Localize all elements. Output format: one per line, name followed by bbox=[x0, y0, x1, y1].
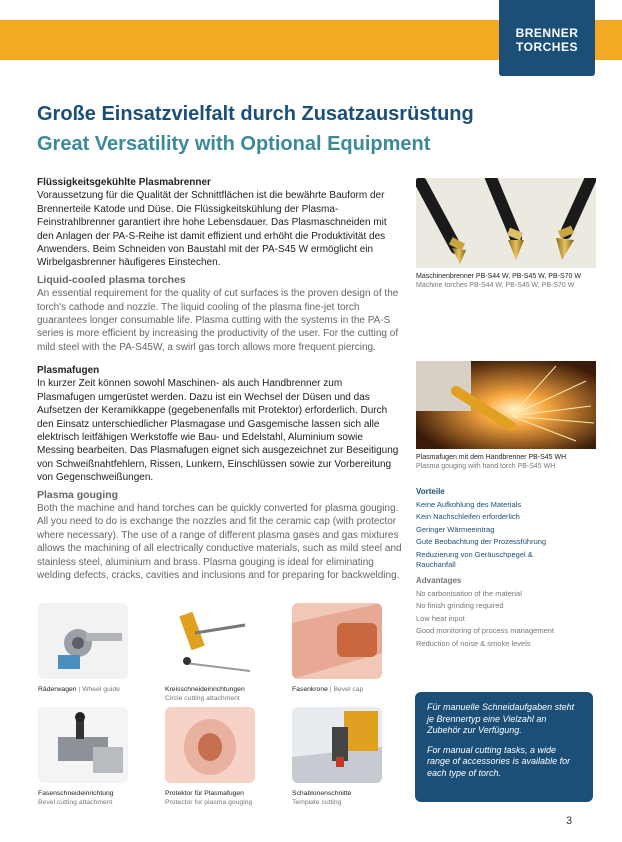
section-heading-en: Plasma gouging bbox=[37, 488, 119, 501]
list-item: Rauchanfall bbox=[416, 559, 456, 569]
caption-en: Protector for plasma gouging bbox=[165, 798, 253, 806]
brand-tab bbox=[499, 0, 595, 76]
info-box bbox=[415, 692, 593, 802]
section-text-en: An essential requirement for the quality of cut surfaces is the proven design of the torch's cathode and nozzle. The liquid cooling of the plasma fine-jet torch guarantees longer consumable life. Plasma cutting with the systems in the PA-S series is more efficient by increasing the productivity of the user. For the cutting of mild steel with the PA-S45W, a swirl gas torch allows more frequent piercing. bbox=[37, 288, 399, 353]
accessory-caption bbox=[292, 790, 412, 807]
circle-cutting-photo bbox=[165, 603, 255, 679]
accessory-caption bbox=[292, 686, 412, 695]
list-item: Reduzierung von Geräuschpegel & bbox=[416, 549, 533, 559]
caption-de: Plasmafugen mit dem Handbrenner PB-S45 WH bbox=[416, 454, 567, 461]
info-text-de: Für manuelle Schneidaufgaben steht je Brennertyp eine Vielzahl an Zubehör zur Verfügung. bbox=[427, 702, 575, 735]
gouging-photo bbox=[416, 361, 596, 449]
list-item: Reduction of noise & smoke levels bbox=[416, 638, 531, 648]
caption-de: Fasenschneideinrichtung bbox=[38, 790, 114, 797]
caption-de: Maschinenbrenner PB-S44 W, PB-S45 W, PB-S70 W bbox=[416, 273, 581, 280]
template-cutting-photo bbox=[292, 707, 382, 783]
caption-de: Kreisschneideinrichtungen bbox=[165, 686, 245, 693]
page-title-en: Great Versatility with Optional Equipment bbox=[37, 133, 431, 155]
section-heading-en: Liquid-cooled plasma torches bbox=[37, 273, 186, 286]
list-item: Low heat input bbox=[416, 613, 465, 623]
accessory-caption bbox=[165, 686, 285, 703]
list-item: Keine Aufkohlung des Materials bbox=[416, 499, 522, 509]
protector-gouging-illustration bbox=[165, 707, 255, 783]
section-text-de: In kurzer Zeit können sowohl Maschinen- als auch Handbrenner zum Plasmafugen umgerüstet werden. Dazu ist ein Wechsel der Düsen und das Aufsetzen der Keramikkappe (gegebenenfalls mit Protektor) erforderlich. Durch den Einsatz unterschiedlicher Plasmagase und Gasgemische lassen sich alle elektrisch leitfähigen Werkstoffe wie Bau- und Edelstahl, Aluminium sowie Messing bearbeiten. Das Plasmafugen eignet sich ausgezeichnet zur Beseitigung von Schweißnahtfehlern, Rissen, Lunkern, Einschlüssen sowie zur Vorbereitung von Gegenschweißungen. bbox=[37, 378, 399, 484]
bevel-cutting-photo bbox=[38, 707, 128, 783]
caption-de: Schablonenschnitte bbox=[292, 790, 352, 797]
section-heading-de: Plasmafugen bbox=[37, 365, 100, 376]
wheel-guide-illustration bbox=[38, 603, 128, 679]
section-cooled bbox=[37, 176, 402, 354]
page-title-de: Große Einsatzvielfalt durch Zusatzausrüstung bbox=[37, 103, 474, 125]
accessory-caption bbox=[165, 790, 285, 807]
gouging-caption bbox=[416, 453, 606, 471]
circle-cutting-illustration bbox=[165, 603, 255, 679]
template-cutting-illustration bbox=[292, 707, 382, 783]
caption-en: Machine torches PB-S44 W, PB-S45 W, PB-S70 W bbox=[416, 282, 575, 289]
caption-sep: | bbox=[327, 686, 334, 693]
accessory-caption bbox=[38, 686, 158, 695]
caption-en: Circle cutting attachment bbox=[165, 694, 240, 702]
caption-en: Plasma gouging with hand torch PB-S45 WH bbox=[416, 463, 556, 470]
caption-de: Fasenkrone bbox=[292, 686, 328, 693]
vorteile-list bbox=[416, 486, 576, 570]
section-text-en: Both the machine and hand torches can be quickly converted for plasma gouging. All you need to do is exchange the nozzles and fit the ceramic cap (with protector where necessary). The use of a range of different plasma gases and gas mixtures allows the machining of all electrically conductive materials, such as mild steel and stainless steel, aluminium and brass. Plasma gouging is ideal for eliminating welding defects, cracks, cavities and inclusions and for preparing for backwelding. bbox=[37, 503, 402, 582]
list-item: Gute Beobachtung der Prozessführung bbox=[416, 537, 547, 547]
section-text-de: Voraussetzung für die Qualität der Schnittflächen ist die bewährte Bauform der Brennerteile Katode und Düse. Die Flüssigkeitskühlung der Plasma-Feinstrahlbrenner garantiert ihre hohe Lebensdauer. Das Plasmaschneiden mit den Anlagen der PA-S-Reihe ist damit effizient und erhöht die Produktivität des Anwenders. Beim Schneiden von Baustahl mit der PA-S45 W ermöglicht ein Wirbelgasbrenner häufigeres Einstechen. bbox=[37, 190, 387, 269]
vorteile-title: Vorteile bbox=[416, 487, 445, 496]
caption-de: Protektor für Plasmafugen bbox=[165, 790, 244, 797]
torches-photo bbox=[416, 178, 596, 268]
list-item: No carbonisation of the material bbox=[416, 588, 522, 598]
torches-illustration bbox=[416, 178, 596, 268]
caption-en: Template cutting bbox=[292, 798, 342, 806]
caption-de: Räderwagen bbox=[38, 686, 77, 693]
accessory-caption bbox=[38, 790, 158, 807]
caption-en: Wheel guide bbox=[82, 686, 120, 693]
bevel-cap-illustration bbox=[292, 603, 382, 679]
caption-en: Bevel cutting attachment bbox=[38, 798, 113, 806]
caption-sep: | bbox=[76, 686, 83, 693]
torches-caption bbox=[416, 272, 606, 290]
protector-gouging-photo bbox=[165, 707, 255, 783]
advantages-list bbox=[416, 575, 576, 651]
section-heading-de: Flüssigkeitsgekühlte Plasmabrenner bbox=[37, 177, 211, 188]
list-item: Good monitoring of process management bbox=[416, 626, 554, 636]
advantages-title: Advantages bbox=[416, 576, 462, 585]
bevel-cutting-illustration bbox=[38, 707, 128, 783]
brand-line-1: BRENNER bbox=[515, 26, 579, 40]
brand-line-2: TORCHES bbox=[516, 40, 578, 54]
wheel-guide-photo bbox=[38, 603, 128, 679]
list-item: Kein Nachschleifen erforderlich bbox=[416, 512, 520, 522]
list-item: Geringer Wärmeeintrag bbox=[416, 524, 495, 534]
page-number: 3 bbox=[566, 815, 573, 827]
bevel-cap-photo bbox=[292, 603, 382, 679]
caption-en: Bevel cap bbox=[333, 686, 364, 693]
list-item: No finish grinding required bbox=[416, 601, 504, 611]
info-text-en: For manual cutting tasks, a wide range of accessories is available for each type of torch. bbox=[427, 744, 571, 778]
gouging-illustration bbox=[416, 361, 596, 449]
section-gouging bbox=[37, 364, 402, 583]
